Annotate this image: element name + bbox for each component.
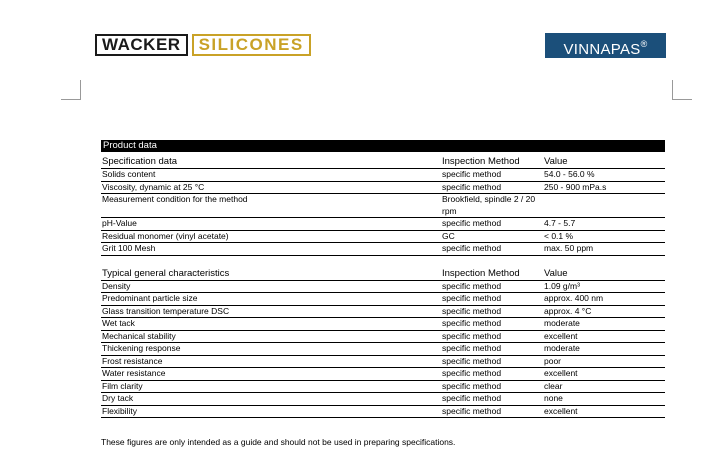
characteristic-cell: Thickening response [101,343,441,356]
characteristic-cell: Dry tack [101,393,441,406]
table-row [101,318,665,331]
method-header: Inspection Method [441,156,543,169]
characteristic-cell: Film clarity [101,380,441,393]
method-cell: specific method [441,243,543,256]
characteristic-cell: Frost resistance [101,355,441,368]
value-cell: 250 - 900 mPa.s [543,181,665,194]
crop-mark-left-horizontal [61,99,81,100]
method-cell: specific method [441,293,543,306]
characteristic-cell: Viscosity, dynamic at 25 °C [101,181,441,194]
value-cell [543,194,665,218]
table-row [101,293,665,306]
crop-mark-right-vertical [672,80,673,99]
method-cell: specific method [441,318,543,331]
value-header: Value [543,268,665,281]
characteristic-header: Specification data [101,156,441,169]
value-header: Value [543,156,665,169]
silicones-logo-text: SILICONES [192,34,311,56]
value-cell: max. 50 ppm [543,243,665,256]
section-spacer [101,255,665,268]
characteristic-cell: Water resistance [101,368,441,381]
table-row [101,393,665,406]
characteristic-cell: Mechanical stability [101,330,441,343]
footnote: These figures are only intended as a guide and should not be used in preparing specifications. [101,437,456,447]
specification-header-row [101,156,665,169]
crop-mark-left-vertical [80,80,81,99]
product-data-table [101,156,665,418]
value-cell: approx. 4 °C [543,305,665,318]
value-cell: moderate [543,343,665,356]
section-title: Product data [101,140,665,152]
value-cell: 54.0 - 56.0 % [543,169,665,182]
table-row [101,305,665,318]
method-cell: specific method [441,393,543,406]
method-cell: specific method [441,218,543,231]
value-cell: approx. 400 nm [543,293,665,306]
method-cell: specific method [441,343,543,356]
characteristic-cell: Glass transition temperature DSC [101,305,441,318]
method-cell: specific method [441,181,543,194]
value-cell: excellent [543,368,665,381]
vinnapas-logo-text: VINNAPAS [563,41,641,58]
method-cell: GC [441,230,543,243]
method-cell: specific method [441,330,543,343]
value-cell: clear [543,380,665,393]
product-data-section [101,140,665,418]
method-cell: specific method [441,355,543,368]
wacker-silicones-logo [95,34,311,56]
table-row [101,181,665,194]
method-cell: specific method [441,368,543,381]
method-cell: specific method [441,405,543,418]
characteristic-cell: Measurement condition for the method [101,194,441,218]
table-row [101,230,665,243]
method-header: Inspection Method [441,268,543,281]
value-cell: excellent [543,405,665,418]
characteristic-cell: Residual monomer (vinyl acetate) [101,230,441,243]
characteristic-cell: Density [101,280,441,293]
typical-header-row [101,268,665,281]
characteristic-cell: Wet tack [101,318,441,331]
characteristic-cell: Predominant particle size [101,293,441,306]
table-row [101,405,665,418]
value-cell: none [543,393,665,406]
table-row [101,218,665,231]
method-cell: Brookfield, spindle 2 / 20 rpm [441,194,543,218]
table-row [101,194,665,218]
wacker-logo-text: WACKER [95,34,188,56]
value-cell: 1.09 g/m³ [543,280,665,293]
characteristic-cell: Grit 100 Mesh [101,243,441,256]
value-cell: excellent [543,330,665,343]
table-row [101,169,665,182]
characteristic-cell: Solids content [101,169,441,182]
value-cell: 4.7 - 5.7 [543,218,665,231]
crop-mark-right-horizontal [672,99,692,100]
value-cell: < 0.1 % [543,230,665,243]
table-row [101,243,665,256]
value-cell: moderate [543,318,665,331]
table-row [101,368,665,381]
characteristic-header: Typical general characteristics [101,268,441,281]
value-cell: poor [543,355,665,368]
method-cell: specific method [441,305,543,318]
method-cell: specific method [441,169,543,182]
table-row [101,380,665,393]
table-row [101,355,665,368]
method-cell: specific method [441,280,543,293]
registered-mark: ® [640,39,648,49]
table-row [101,343,665,356]
table-row [101,330,665,343]
method-cell: specific method [441,380,543,393]
characteristic-cell: Flexibility [101,405,441,418]
characteristic-cell: pH-Value [101,218,441,231]
vinnapas-logo [545,33,666,58]
table-row [101,280,665,293]
